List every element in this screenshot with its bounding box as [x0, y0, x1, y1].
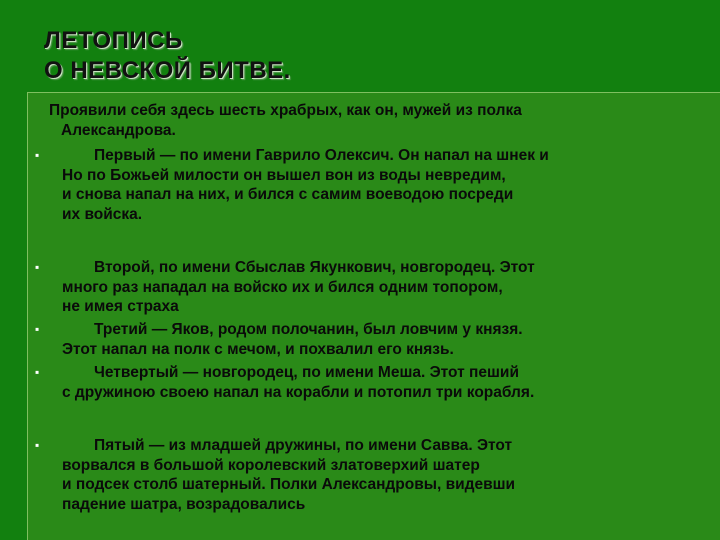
list-item-1-line-1: Первый — по имени Гаврило Олексич. Он напал на шнек и [94, 147, 549, 164]
list-item-1-line-4: их войска. [62, 205, 143, 223]
list-item-5-line-3: и подсек столб шатерный. Полки Александровы, видевши [62, 476, 516, 493]
intro-line-2: Александрова. [61, 121, 176, 139]
square-bullet-icon: ▪ [35, 322, 40, 336]
list-item-3-text [62, 320, 523, 359]
list-item-4-line-1: Четвертый — новгородец, по имени Меша. Этот пеший [94, 364, 519, 381]
list-item-4-line-2: с дружиною своею напал на корабли и потопил три корабля. [62, 383, 535, 401]
list-item-3-line-1: Третий — Яков, родом полочанин, был ловчим у князя. [94, 321, 523, 338]
list-item-5-line-4: падение шатра, возрадовались [62, 495, 306, 513]
list-item-5-text [62, 436, 515, 514]
list-item-5-line-1: Пятый — из младшей дружины, по имени Савва. Этот [94, 437, 513, 454]
list-item-4-text [62, 363, 534, 402]
list-item-2-line-3: не имея страха [62, 298, 179, 315]
content-box [27, 92, 720, 540]
list-item-2-text [62, 258, 535, 317]
square-bullet-icon: ▪ [35, 438, 40, 452]
list-item-2-line-1: Второй, по имени Сбыслав Якункович, новгородец. Этот [94, 259, 535, 276]
square-bullet-icon: ▪ [35, 365, 40, 379]
title-line-1: ЛЕТОПИСЬ [44, 27, 183, 54]
title-line-2: О НЕВСКОЙ БИТВЕ. [44, 57, 291, 84]
list-item-1-line-2: Но по Божьей милости он вышел вон из воды невредим, [62, 166, 506, 184]
list-item-1-line-3: и снова напал на них, и бился с самим воеводою посреди [62, 186, 514, 203]
list-item-3-line-2: Этот напал на полк с мечом, и похвалил его князь. [62, 340, 454, 358]
square-bullet-icon: ▪ [35, 148, 40, 162]
intro-paragraph [49, 101, 522, 140]
slide-title [44, 26, 291, 86]
list-item-2-line-2: много раз нападал на войско их и бился одним топором, [62, 278, 503, 296]
list-item-1-text [62, 146, 549, 224]
intro-line-1: Проявили себя здесь шесть храбрых, как он, мужей из полка [49, 102, 522, 119]
square-bullet-icon: ▪ [35, 260, 40, 274]
list-item-5-line-2: ворвался в большой королевский златоверхий шатер [62, 456, 480, 474]
